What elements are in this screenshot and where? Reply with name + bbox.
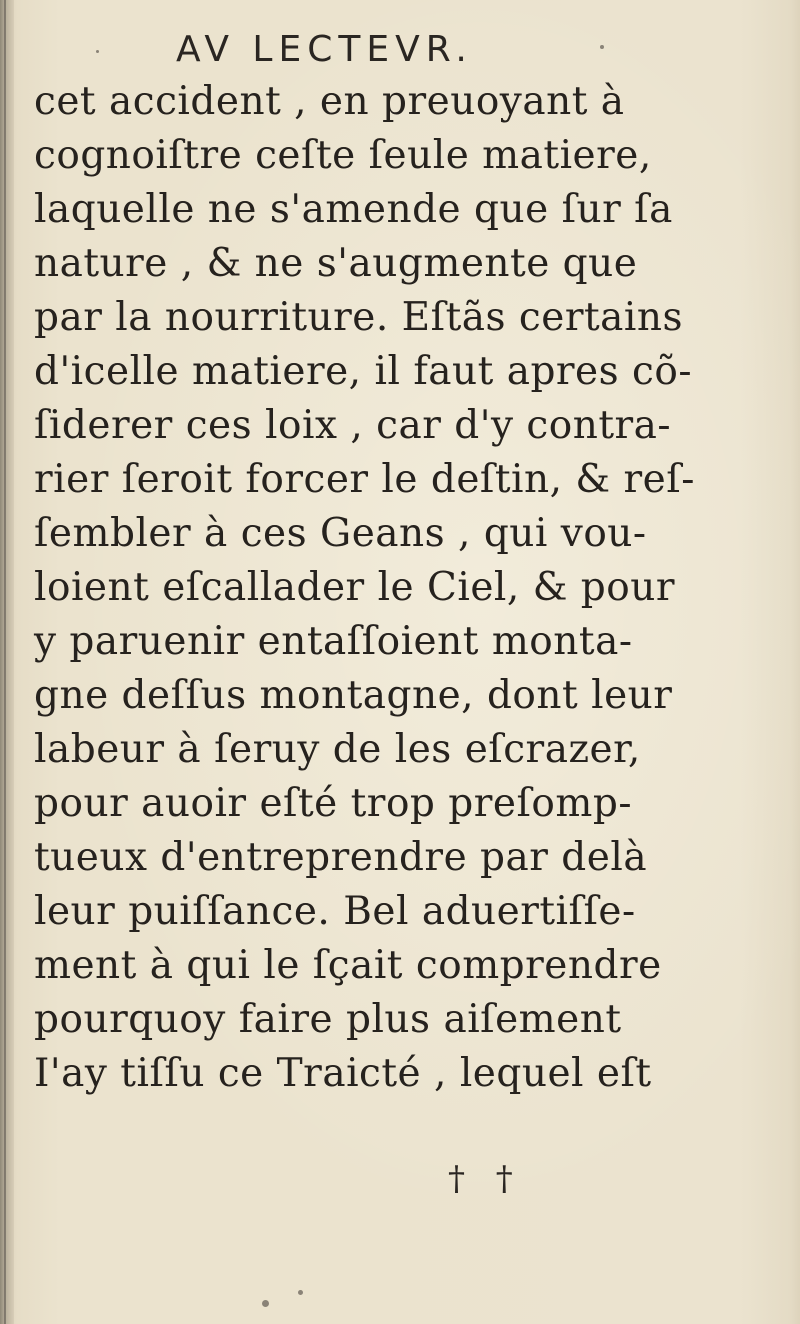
text-line: ment à qui le ſçait comprendre xyxy=(34,943,662,988)
text-line: cognoiſtre ceſte ſeule matiere, xyxy=(34,133,652,178)
running-head: AV LECTEVR. xyxy=(176,29,473,70)
text-line: ſiderer ces loix , car d'y contra- xyxy=(34,403,672,448)
text-line: pourquoy faire plus aiſement xyxy=(34,997,622,1042)
text-line: cet accident , en preuoyant à xyxy=(34,79,625,124)
text-line: gne deſſus montagne, dont leur xyxy=(34,673,673,718)
text-line: rier ſeroit forcer le deſtin, & reſ- xyxy=(34,457,695,502)
text-line: I'ay tiſſu ce Traicté , lequel eſt xyxy=(34,1051,652,1096)
ink-speck xyxy=(600,45,604,49)
text-line: par la nourriture. Eſtãs certains xyxy=(34,295,683,340)
text-line: y paruenir entaſſoient monta- xyxy=(34,619,633,664)
text-line: d'icelle matiere, il faut apres cõ- xyxy=(34,349,693,394)
ink-speck xyxy=(298,1290,303,1295)
text-line: tueux d'entreprendre par delà xyxy=(34,835,648,880)
ink-speck xyxy=(262,1300,269,1307)
page-gutter xyxy=(0,0,14,1324)
ink-speck xyxy=(96,50,99,53)
gutter-edge-line xyxy=(4,0,6,1324)
text-line: nature , & ne s'augmente que xyxy=(34,241,638,286)
text-line: leur puiſſance. Bel aduertiſſe- xyxy=(34,889,636,934)
body-text xyxy=(34,75,695,1101)
text-line: loient eſcallader le Ciel, & pour xyxy=(34,565,676,610)
text-line: laquelle ne s'amende que ſur ſa xyxy=(34,187,673,232)
signature-mark: † † xyxy=(448,1159,523,1199)
text-line: ſembler à ces Geans , qui vou- xyxy=(34,511,647,556)
text-line: pour auoir eſté trop preſomp- xyxy=(34,781,633,826)
text-line: labeur à ſeruy de les eſcrazer, xyxy=(34,727,641,772)
